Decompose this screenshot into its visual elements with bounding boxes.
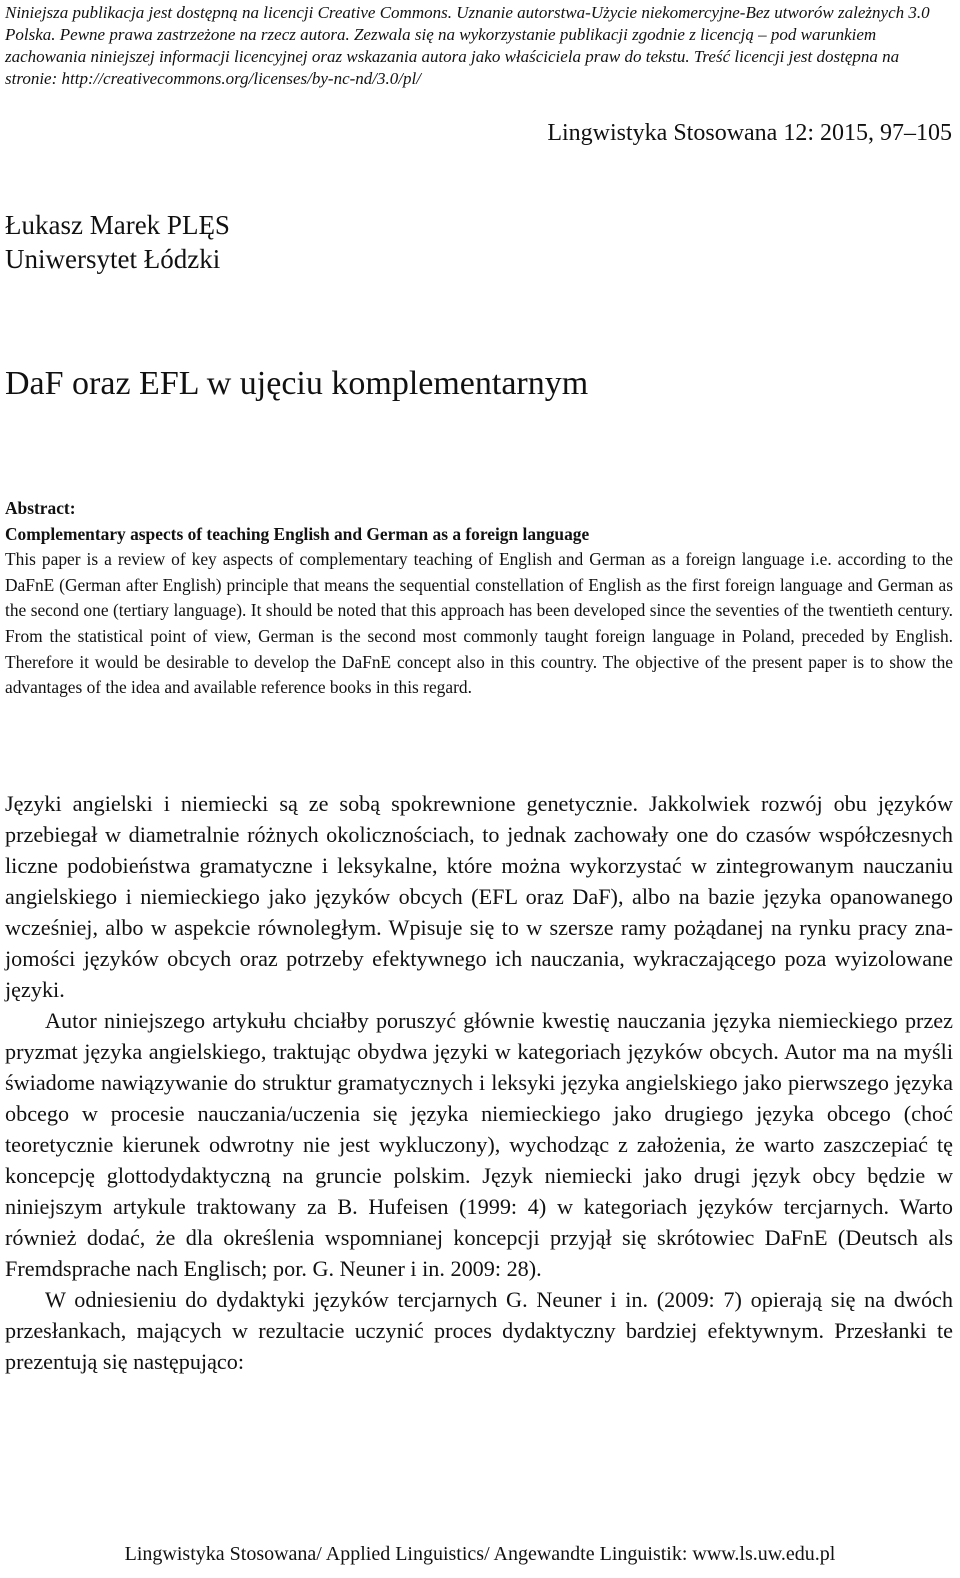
body-paragraph: Języki angielski i niemiecki są ze sobą spokrewnione genetycznie. Jakkolwiek rozwój obu języków przebiegał w diametralnie różnych okolicznościach, to jednak zachowały one do czasów współczesnych liczne podobieństwa gramatyczne i leksykalne, które można wykorzystać w zintegrowanym nauczaniu angielskiego i niemieckiego jako języków obcych (EFL oraz DaF), albo na bazie języka opanowanego wcześniej, albo w aspekcie równoległym. Wpisuje się to w szersze ramy pożądanej na rynku pracy znajomości języków obcych oraz potrzeby efektywnego ich nauczania, wykraczającego poza wyizolowane języki.	[5, 791, 953, 1002]
license-notice: Niniejsza publikacja jest dostępną na licencji Creative Commons. Uznanie autorstwa-Użycie niekomercyjne-Bez utworów zależnych 3.0 Polska. Pewne prawa zastrzeżone na rzecz autora. Zezwala się na wykorzystanie publikacji zgodnie z licencją – pod warunkiem zachowania niniejszej informacji licencyjnej oraz wskazania autora jako właściciela praw do tekstu. Treść licencji jest dostępna na stronie: http://creativecommons.org/licenses/by-nc-nd/3.0/pl/	[5, 3, 930, 88]
body-paragraph: W odniesieniu do dydaktyki języków tercjarnych G. Neuner i in. (2009: 7) opierają się na dwóch przesłankach, mających w rezultacie uczynić proces dydaktyczny bardziej efektywnym. Przesłanki te prezentują się następująco:	[5, 1287, 953, 1374]
page-footer: Lingwistyka Stosowana/ Applied Linguistics/ Angewandte Linguistik: www.ls.uw.edu.pl	[124, 1543, 836, 1565]
article-title: DaF oraz EFL w ujęciu komplementarnym	[5, 365, 589, 402]
abstract-text: This paper is a review of key aspects of complementary teaching of English and German as a foreign language i.e. according to the DaFnE (German after English) principle that means the sequential constellation of English as the first foreign language and German as the second one (tertiary language). It should be noted that this approach has been developed since the seventies of the twentieth century. From the statistical point of view, German is the second most commonly taught foreign language in Poland, preceded by English. Therefore it would be desirable to develop the DaFnE concept also in this country. The objective of the present paper is to show the advantages of the idea and available reference books in this regard.	[5, 549, 953, 698]
author-block	[5, 208, 230, 276]
abstract-subtitle: Complementary aspects of teaching English and German as a foreign language	[5, 523, 590, 544]
author-affiliation: Uniwersytet Łódzki	[5, 244, 221, 274]
body-text	[5, 788, 953, 1377]
abstract-label: Abstract:	[5, 498, 76, 518]
abstract-section	[5, 496, 953, 701]
author-name: Łukasz Marek PLĘS	[5, 210, 230, 240]
body-paragraph: Autor niniejszego artykułu chciałby poruszyć głównie kwestię nauczania języka niemieckiego przez pryzmat języka angielskiego, traktując obydwa języki w kategoriach języków obcych. Autor ma na myśli świadome nawiązywanie do struktur gramatycznych i leksyki języka angielskiego jako pierwszego języka obcego w procesie nauczania/uczenia się języka niemieckiego jako drugiego języka obcego (choć teoretycznie kierunek odwrotny nie jest wykluczony), wychodząc z założenia, że warto zaszczepiać tę koncepcję glottodydaktyczną na gruncie polskim. Język niemiecki jako drugi język obcy będzie w niniejszym artykule traktowany za B. Hufeisen (1999: 4) w kategoriach języków tercjarnych. Warto również dodać, że dla określenia wspomnianej koncepcji przyjął się skrótowiec DaFnE (Deutsch als Fremdsprache nach Englisch; por. G. Neuner i in. 2009: 28).	[5, 1008, 953, 1281]
journal-reference: Lingwistyka Stosowana 12: 2015, 97–105	[547, 120, 952, 146]
